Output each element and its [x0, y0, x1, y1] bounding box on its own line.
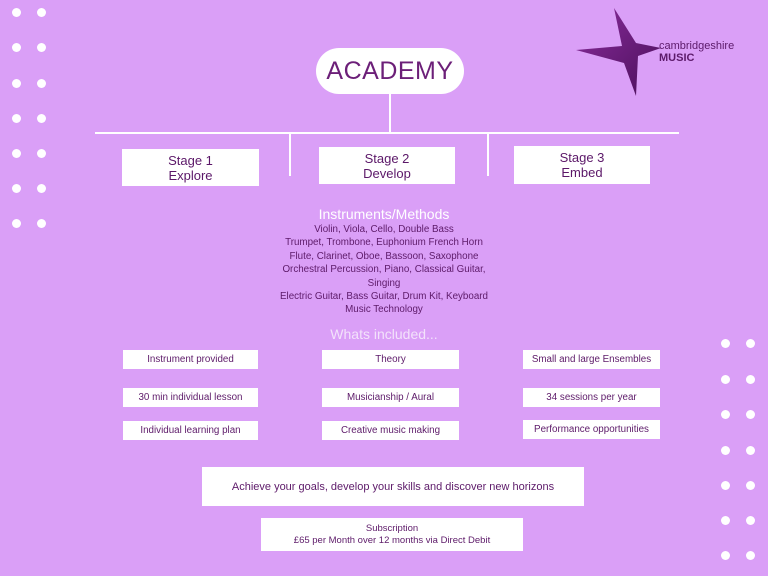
dot [721, 516, 730, 525]
subscription-details: £65 per Month over 12 months via Direct Debit [293, 534, 491, 546]
instrument-line: Singing [367, 277, 401, 289]
dot [37, 184, 46, 193]
subscription-box [261, 518, 523, 551]
instrument-line: Electric Guitar, Bass Guitar, Drum Kit, Keyboard [280, 291, 488, 303]
stage-number: Stage 1 [168, 152, 213, 168]
tagline-banner: Achieve your goals, develop your skills and discover new horizons [202, 467, 584, 506]
dot [37, 8, 46, 17]
stage-name: Embed [561, 165, 603, 180]
dot [721, 481, 730, 490]
included-item: Performance opportunities [523, 420, 660, 439]
dot [12, 43, 21, 52]
dot [746, 375, 755, 384]
dot [12, 79, 21, 88]
logo-text-cambridgeshire: cambridgeshire [659, 40, 735, 52]
dot [37, 149, 46, 158]
included-item: Theory [322, 350, 459, 369]
stage-name: Develop [363, 165, 411, 181]
dot [721, 410, 730, 419]
tree-connector-branch [289, 134, 291, 176]
tree-connector-branch [487, 134, 489, 176]
dot [746, 516, 755, 525]
dot [37, 79, 46, 88]
stage-number: Stage 2 [364, 150, 410, 166]
instrument-line: Violin, Viola, Cello, Double Bass [314, 224, 454, 235]
stage-2-box [319, 147, 455, 184]
instrument-line: Trumpet, Trombone, Euphonium French Horn [285, 237, 483, 249]
stage-1-box [122, 149, 259, 186]
dot [746, 446, 755, 455]
dot [37, 114, 46, 123]
instrument-line: Flute, Clarinet, Oboe, Bassoon, Saxophone [289, 250, 479, 262]
included-item: Musicianship / Aural [322, 388, 459, 407]
dot [12, 114, 21, 123]
stage-name: Explore [168, 167, 213, 183]
stage-number: Stage 3 [559, 150, 605, 165]
included-item: 30 min individual lesson [123, 388, 258, 407]
included-item: Individual learning plan [123, 421, 258, 440]
logo-text-music: MUSIC [659, 52, 695, 64]
included-item: Creative music making [322, 421, 459, 440]
dot [37, 43, 46, 52]
tree-connector-horizontal [95, 132, 679, 134]
dot [721, 551, 730, 560]
dot [746, 410, 755, 419]
instrument-line: Orchestral Percussion, Piano, Classical Guitar, [282, 264, 486, 276]
included-item: 34 sessions per year [523, 388, 660, 407]
dot [746, 481, 755, 490]
tree-connector-vertical [389, 94, 391, 132]
stage-3-box [514, 146, 650, 184]
instruments-heading: Instruments/Methods [318, 206, 450, 222]
dot [12, 8, 21, 17]
dot [721, 446, 730, 455]
included-item: Small and large Ensembles [523, 350, 660, 369]
included-heading: Whats included... [330, 326, 438, 342]
dot [12, 149, 21, 158]
dot [746, 551, 755, 560]
dot [12, 184, 21, 193]
dot [721, 375, 730, 384]
included-item: Instrument provided [123, 350, 258, 369]
instrument-line: Music Technology [345, 304, 423, 316]
subscription-title: Subscription [365, 522, 419, 534]
instruments-list [250, 223, 518, 317]
page-title: ACADEMY [316, 48, 464, 94]
